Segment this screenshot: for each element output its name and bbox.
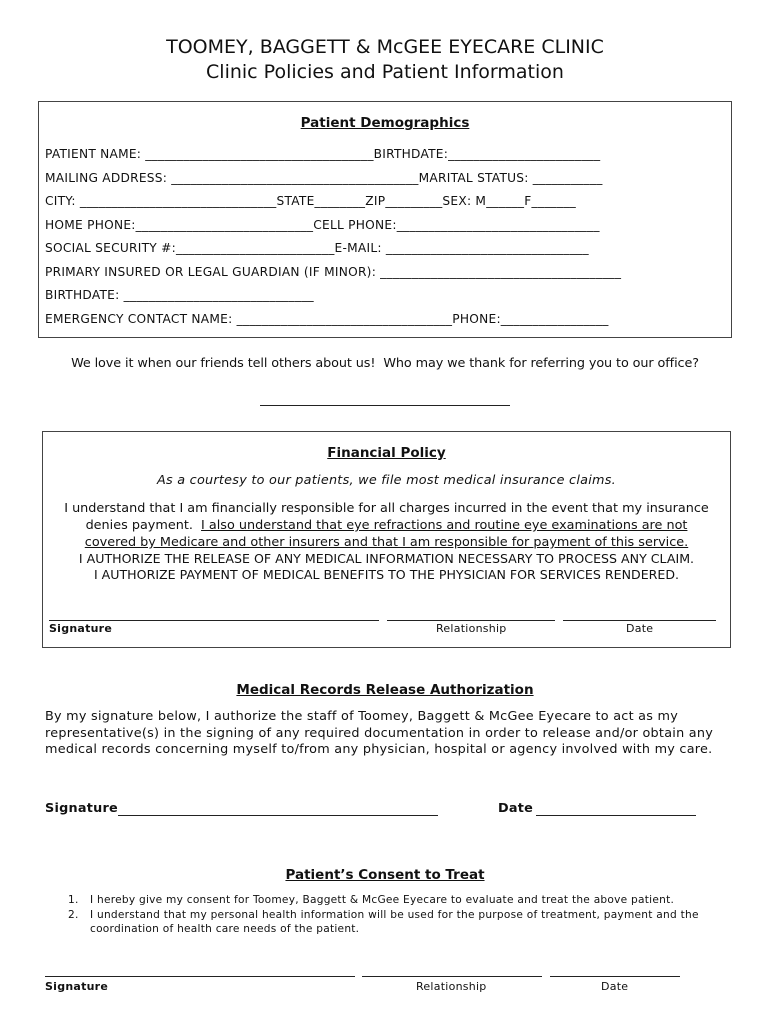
records-signature-label: Signature: [45, 801, 118, 816]
referral-answer-line[interactable]: [260, 405, 510, 406]
consent-signature-line[interactable]: [45, 976, 355, 977]
financial-signature-label: Signature: [49, 622, 113, 635]
financial-responsibility-line1: I understand that I am financially responsible for all charges incurred in the event that my insurance: [64, 501, 709, 516]
consent-item-2-text: I understand that my personal health information will be used for the purpose of treatment, payment and the: [90, 909, 699, 921]
financial-relationship-label: Relationship: [436, 622, 507, 635]
courtesy-statement: As a courtesy to our patients, we file most medical insurance claims.: [157, 473, 616, 488]
records-date-label: Date: [498, 801, 534, 816]
demographics-title: Patient Demographics: [300, 115, 470, 131]
form-subtitle: Clinic Policies and Patient Information: [206, 61, 564, 83]
financial-responsibility-line3: covered by Medicare and other insurers and that I am responsible for payment of this service.: [84, 535, 689, 550]
consent-item-2: 2. I understand that my personal health information will be used for the purpose of treatment, payment and the: [68, 909, 699, 921]
demographics-section: [38, 101, 732, 338]
consent-relationship-label: Relationship: [416, 980, 487, 993]
emergency-contact-field[interactable]: EMERGENCY CONTACT NAME: __________________________________PHONE:_________________: [45, 312, 609, 326]
records-release-line2: representative(s) in the signing of any required documentation in order to release and/or obtain any: [45, 726, 714, 741]
authorize-release-statement: I AUTHORIZE THE RELEASE OF ANY MEDICAL INFORMATION NECESSARY TO PROCESS ANY CLAIM.: [78, 551, 695, 566]
financial-relationship-line[interactable]: [387, 620, 555, 621]
clinic-name: TOOMEY, BAGGETT & McGEE EYECARE CLINIC: [166, 36, 604, 58]
financial-date-label: Date: [626, 622, 654, 635]
financial-policy-section: [42, 431, 731, 648]
consent-relationship-line[interactable]: [362, 976, 542, 977]
primary-insured-field[interactable]: PRIMARY INSURED OR LEGAL GUARDIAN (IF MINOR): ______________________________________: [45, 265, 622, 279]
consent-date-label: Date: [601, 980, 629, 993]
records-signature-line[interactable]: [118, 815, 438, 816]
consent-title: Patient’s Consent to Treat: [285, 867, 485, 883]
financial-signature-line[interactable]: [49, 620, 379, 621]
consent-signature-label: Signature: [45, 980, 109, 993]
financial-responsibility-line2: [43, 518, 730, 533]
records-release-line1: By my signature below, I authorize the staff of Toomey, Baggett & McGee Eyecare to act as my: [45, 709, 679, 724]
records-date-line[interactable]: [536, 815, 696, 816]
phone-field[interactable]: HOME PHONE:____________________________CELL PHONE:________________________________: [45, 218, 600, 232]
records-release-title: Medical Records Release Authorization: [236, 682, 534, 698]
financial-policy-title: Financial Policy: [327, 445, 446, 461]
consent-date-line[interactable]: [550, 976, 680, 977]
referral-question: We love it when our friends tell others about us! Who may we thank for referring you to our office?: [71, 356, 699, 371]
refraction-notice-text: I also understand that eye refractions and routine eye examinations are not: [201, 518, 688, 533]
ssn-email-field[interactable]: SOCIAL SECURITY #:_________________________E-MAIL: ________________________________: [45, 241, 589, 255]
insured-birthdate-field[interactable]: BIRTHDATE: ______________________________: [45, 288, 314, 302]
patient-name-field[interactable]: PATIENT NAME: ____________________________________BIRTHDATE:________________________: [45, 147, 601, 161]
consent-item-2-cont: coordination of health care needs of the patient.: [90, 923, 360, 935]
mailing-address-field[interactable]: MAILING ADDRESS: _______________________________________MARITAL STATUS: ___________: [45, 171, 603, 185]
consent-item-1-text: I hereby give my consent for Toomey, Baggett & McGee Eyecare to evaluate and treat the above patient.: [90, 894, 675, 906]
records-release-line3: medical records concerning myself to/from any physician, hospital or agency involved with my care.: [45, 742, 713, 757]
authorize-payment-statement: I AUTHORIZE PAYMENT OF MEDICAL BENEFITS TO THE PHYSICIAN FOR SERVICES RENDERED.: [93, 567, 680, 582]
denies-payment-text: denies payment.: [85, 518, 202, 533]
financial-date-line[interactable]: [563, 620, 716, 621]
consent-item-1: 1. I hereby give my consent for Toomey, Baggett & McGee Eyecare to evaluate and treat the above patient.: [68, 894, 675, 906]
city-state-zip-field[interactable]: CITY: _______________________________STATE________ZIP_________SEX: M______F_______: [45, 194, 576, 208]
